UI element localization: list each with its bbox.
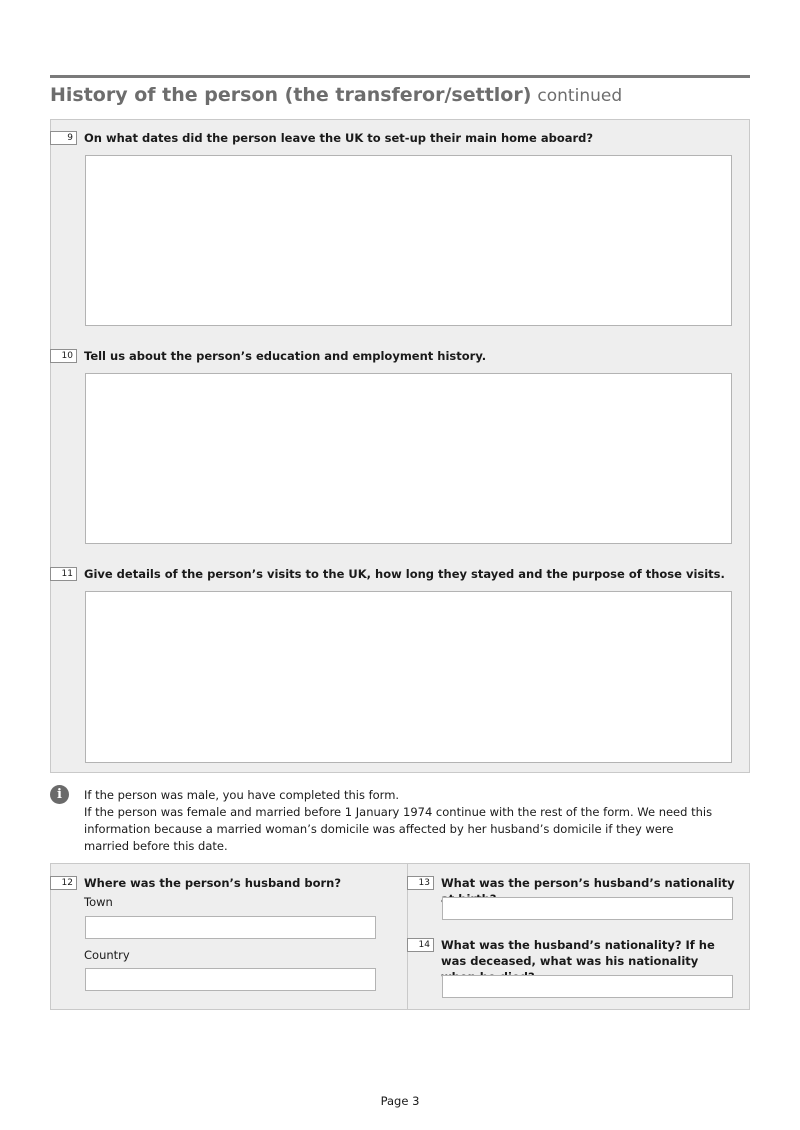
country-label: Country xyxy=(84,948,130,962)
header-rule xyxy=(50,75,750,78)
question-10-number: 10 xyxy=(50,349,77,363)
info-icon: i xyxy=(50,785,69,804)
page-number: Page 3 xyxy=(380,1094,420,1108)
question-13-number: 13 xyxy=(407,876,434,890)
husband-nationality-input[interactable] xyxy=(442,975,733,998)
question-14-text: What was the husband’s nationality? If he was deceased, what was his nationality xyxy=(441,938,715,968)
info-line-1: If the person was male, you have completed this form. xyxy=(84,788,400,802)
continued-label: continued xyxy=(537,86,623,106)
question-9-number: 9 xyxy=(50,131,77,145)
question-11-text: Give details of the person’s visits to the UK, how long they stayed and the purpose of those visits. xyxy=(84,567,725,581)
question-9-answer-box[interactable] xyxy=(85,155,732,326)
question-9-text: On what dates did the person leave the UK to set-up their main home aboard? xyxy=(84,131,594,145)
section-title-text: History of the person (the transferor/settlor) xyxy=(50,84,532,106)
section-title xyxy=(50,84,622,106)
question-12-number: 12 xyxy=(50,876,77,890)
info-line-2: If the person was female and married before 1 January 1974 continue with the rest of the form. We need this information because a married woman’s domicile was affected by her husband’s domicile if they were married before this date. xyxy=(84,805,713,853)
town-input[interactable] xyxy=(85,916,376,939)
question-14-number: 14 xyxy=(407,938,434,952)
husband-nationality-at-birth-input[interactable] xyxy=(442,897,733,920)
question-11-answer-box[interactable] xyxy=(85,591,732,763)
info-note xyxy=(84,787,714,855)
town-label: Town xyxy=(84,895,113,909)
question-10-text: Tell us about the person’s education and employment history. xyxy=(84,349,487,363)
question-13-text: What was the person’s husband’s nationality xyxy=(441,876,735,890)
question-11-number: 11 xyxy=(50,567,77,581)
country-input[interactable] xyxy=(85,968,376,991)
question-12-text: Where was the person’s husband born? xyxy=(84,876,342,890)
question-10-answer-box[interactable] xyxy=(85,373,732,544)
